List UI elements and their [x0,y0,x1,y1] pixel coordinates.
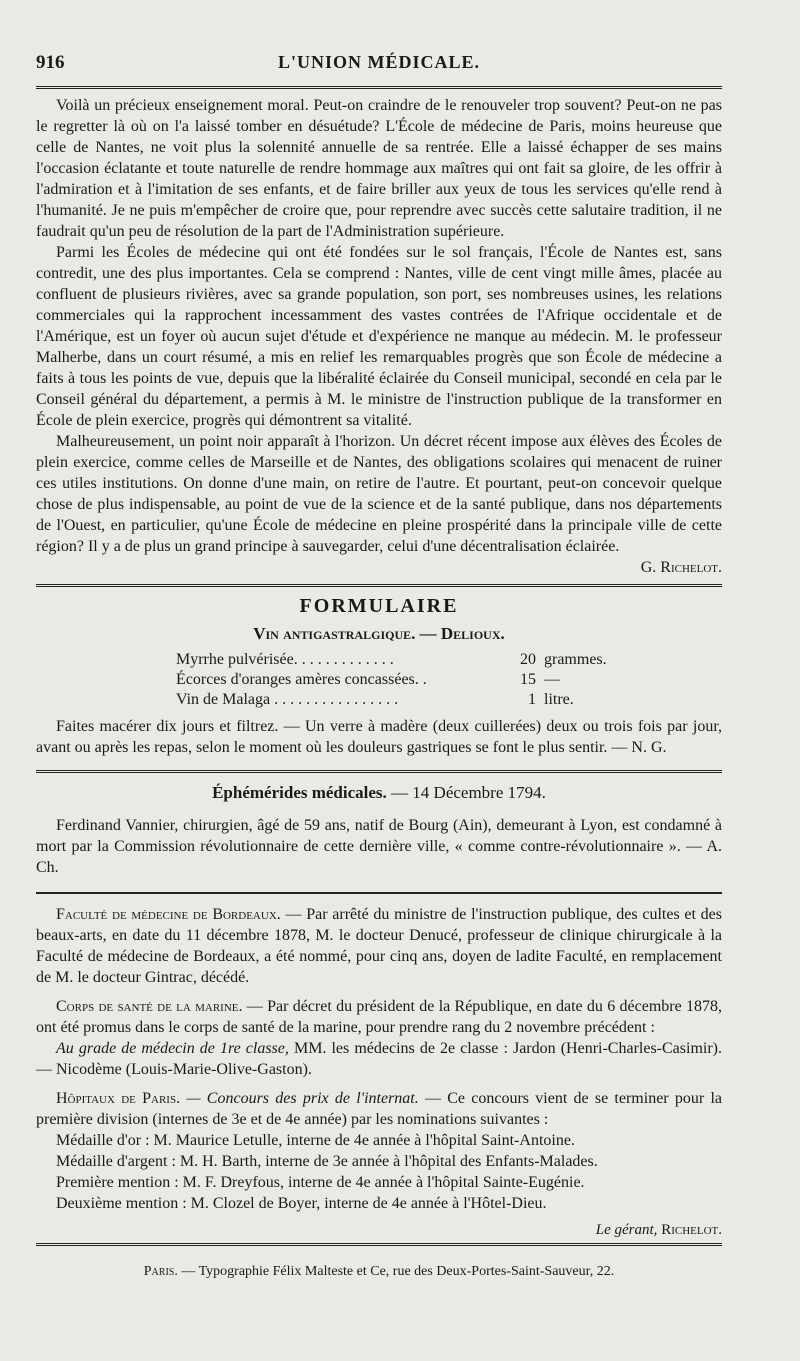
recipe-title: Vin antigastralgique. — Delioux. [253,624,505,643]
news-marine-grade: Au grade de médecin de 1re classe, [56,1040,289,1057]
ingredient-unit: litre. [544,691,574,708]
footer-rule [36,1243,722,1246]
award-item: Première mention : M. F. Dreyfous, interne de 4e année à l'hôpital Sainte-Eugénie. [56,1174,585,1191]
ingredient-row [36,690,722,710]
section-rule [36,770,722,773]
award-item: Médaille d'or : M. Maurice Letulle, interne de 4e année à l'hôpital Saint-Antoine. [56,1132,575,1149]
news-hopitaux-text: — Ce concours vient de se terminer pour la première division (internes de 3e et de 4e année) par les nominations suivantes : [36,1090,722,1128]
ingredient-name: Myrrhe pulvérisée. . . . . . . . . . . . . [176,651,394,668]
news-section [36,904,722,1214]
section-rule [36,584,722,587]
news-hopitaux [36,1088,722,1130]
header-rule [36,86,722,89]
news-marine-heading: Corps de santé de la marine. [56,998,243,1015]
imprint-city: Paris. [143,1264,178,1279]
ingredient-name: Écorces d'oranges amères concassées. . [176,671,427,688]
ingredient-qty: 20 [520,651,536,668]
article-paragraph-2: Parmi les Écoles de médecine qui ont été fondées sur le sol français, l'École de Nantes est, sans contredit, une des plus importantes. Cela se comprend : Nantes, ville de cent vingt mille âmes, placée au confluent de plusieurs rivières, avec sa grande population, son port, ses nombreuses usines, les relations commerciales qui la rapprochent incessamment des vastes contrées de l'Afrique occidentale et de l'Amérique, est un foyer où aucun sujet d'étude et d'expérience ne manque au médecin. M. le professeur Malherbe, dans un court résumé, a mis en relief les remarquables progrès que son École de médecine a faits à tous les points de vue, depuis que la libéralité éclairée du Conseil municipal, secondé en cela par le Conseil général du département, a permis à M. le ministre de l'instruction publique de la transformer en École de plein exercice, progrès qui démontrent sa vitalité. [36,244,722,429]
gerant-signature [36,1222,722,1239]
imprint [36,1264,722,1280]
ingredient-qty: 15 [520,671,536,688]
ephemerides-section [36,783,722,878]
formulaire-section [36,595,722,758]
article-signature: G. Richelot. [640,559,722,576]
ingredient-unit: grammes. [544,651,607,668]
ingredient-row [36,670,722,690]
ingredient-qty: 1 [528,691,536,708]
formulaire-title: FORMULAIRE [299,595,459,617]
news-hopitaux-heading: Hôpitaux de Paris. [56,1090,181,1107]
ingredient-row [36,650,722,670]
news-marine-promotion [36,1038,722,1080]
news-marine-text: — Par décret du président de la République, en date du 6 décembre 1878, ont été promus dans le corps de santé de la marine, pour prendre rang du 2 novembre précédent : [36,998,722,1036]
recipe-instructions: Faites macérer dix jours et filtrez. — Un verre à madère (deux cuillerées) deux ou trois fois par jour, avant ou après les repas, selon le moment où les douleurs gastriques se font le plus sentir. — N. G. [36,718,722,756]
ingredient-name: Vin de Malaga . . . . . . . . . . . . . . . . [176,691,399,708]
article-paragraph-1: Voilà un précieux enseignement moral. Peut-on craindre de le renouveler trop souvent? Peut-on ne pas le regretter là où on l'a laissé tomber en désuétude? L'École de médecine de Paris, moins heureuse que celle de Nantes, ne voit plus la solennité annuelle de sa rentrée. Elle a laissé échapper de ses mains l'occasion éclatante et toute naturelle de rendre hommage aux maîtres qui ont fait sa gloire, de les offrir à l'admiration et à l'imitation de ses enfants, et de faire briller aux yeux de tous les services qu'elle rend à l'humanité. Je ne puis m'empêcher de croire que, pour reprendre avec succès cette salutaire tradition, il ne faudrait qu'un peu de résolution de la part de l'Administration supérieure. [36,97,722,240]
article-paragraph-3: Malheureusement, un point noir apparaît à l'horizon. Un décret récent impose aux élèves des Écoles de plein exercice, comme celles de Marseille et de Nantes, des obligations scolaires qui menacent de ruiner ces utiles institutions. On donne d'une main, on retire de l'autre. Et pourtant, peut-on concevoir quelque chose de plus indispensable, au point de vue de la science et de la santé publique, dans nos départements de l'Ouest, en particulier, qu'une École de médecine en pleine prospérité dans la principale ville de cette région? Il y a de plus un grand principe à sauvegarder, celui d'une décentralisation éclairée. [36,433,722,555]
page-number: 916 [36,52,65,73]
award-item: Médaille d'argent : M. H. Barth, interne de 3e année à l'hôpital des Enfants-Malades. [56,1153,598,1170]
imprint-text: — Typographie Félix Malteste et Ce, rue des Deux-Portes-Saint-Sauveur, 22. [177,1264,615,1279]
news-bordeaux [36,904,722,988]
ingredient-unit: — [544,671,560,688]
award-item: Deuxième mention : M. Clozel de Boyer, interne de 4e année à l'Hôtel-Dieu. [56,1195,547,1212]
gerant-name: Richelot. [661,1222,722,1238]
journal-title: L'UNION MÉDICALE. [277,52,481,72]
ephemerides-title [36,783,722,803]
ephemerides-text: Ferdinand Vannier, chirurgien, âgé de 59 ans, natif de Bourg (Ain), demeurant à Lyon, est condamné à mort par la Commission révolutionnaire de cette dernière ville, « comme contre-révolutionnaire ». — A. Ch. [36,817,722,876]
section-rule [36,892,722,894]
gerant-label: Le gérant, [595,1222,658,1238]
news-bordeaux-text: — Par arrêté du ministre de l'instruction publique, des cultes et des beaux-arts, en date du 11 décembre 1878, M. le docteur Denucé, professeur de clinique chirurgicale à la Faculté de médecine de Bordeaux, a été nommé, pour cinq ans, doyen de ladite Faculté, en remplacement de M. le docteur Gintrac, décédé. [36,906,722,986]
article [36,95,722,578]
news-hopitaux-concours: — Concours des prix de l'internat. [180,1090,419,1107]
ephemerides-date: — 14 Décembre 1794. [391,783,546,802]
news-bordeaux-heading: Faculté de médecine de Bordeaux. [56,906,281,923]
news-marine-names: MM. les médecins de 2e classe : Jardon (Henri-Charles-Casimir). — Nicodème (Louis-Marie-Olive-Gaston). [36,1040,722,1078]
ephemerides-heading: Éphémérides médicales. [212,783,387,802]
news-marine [36,996,722,1038]
running-head [36,50,722,80]
